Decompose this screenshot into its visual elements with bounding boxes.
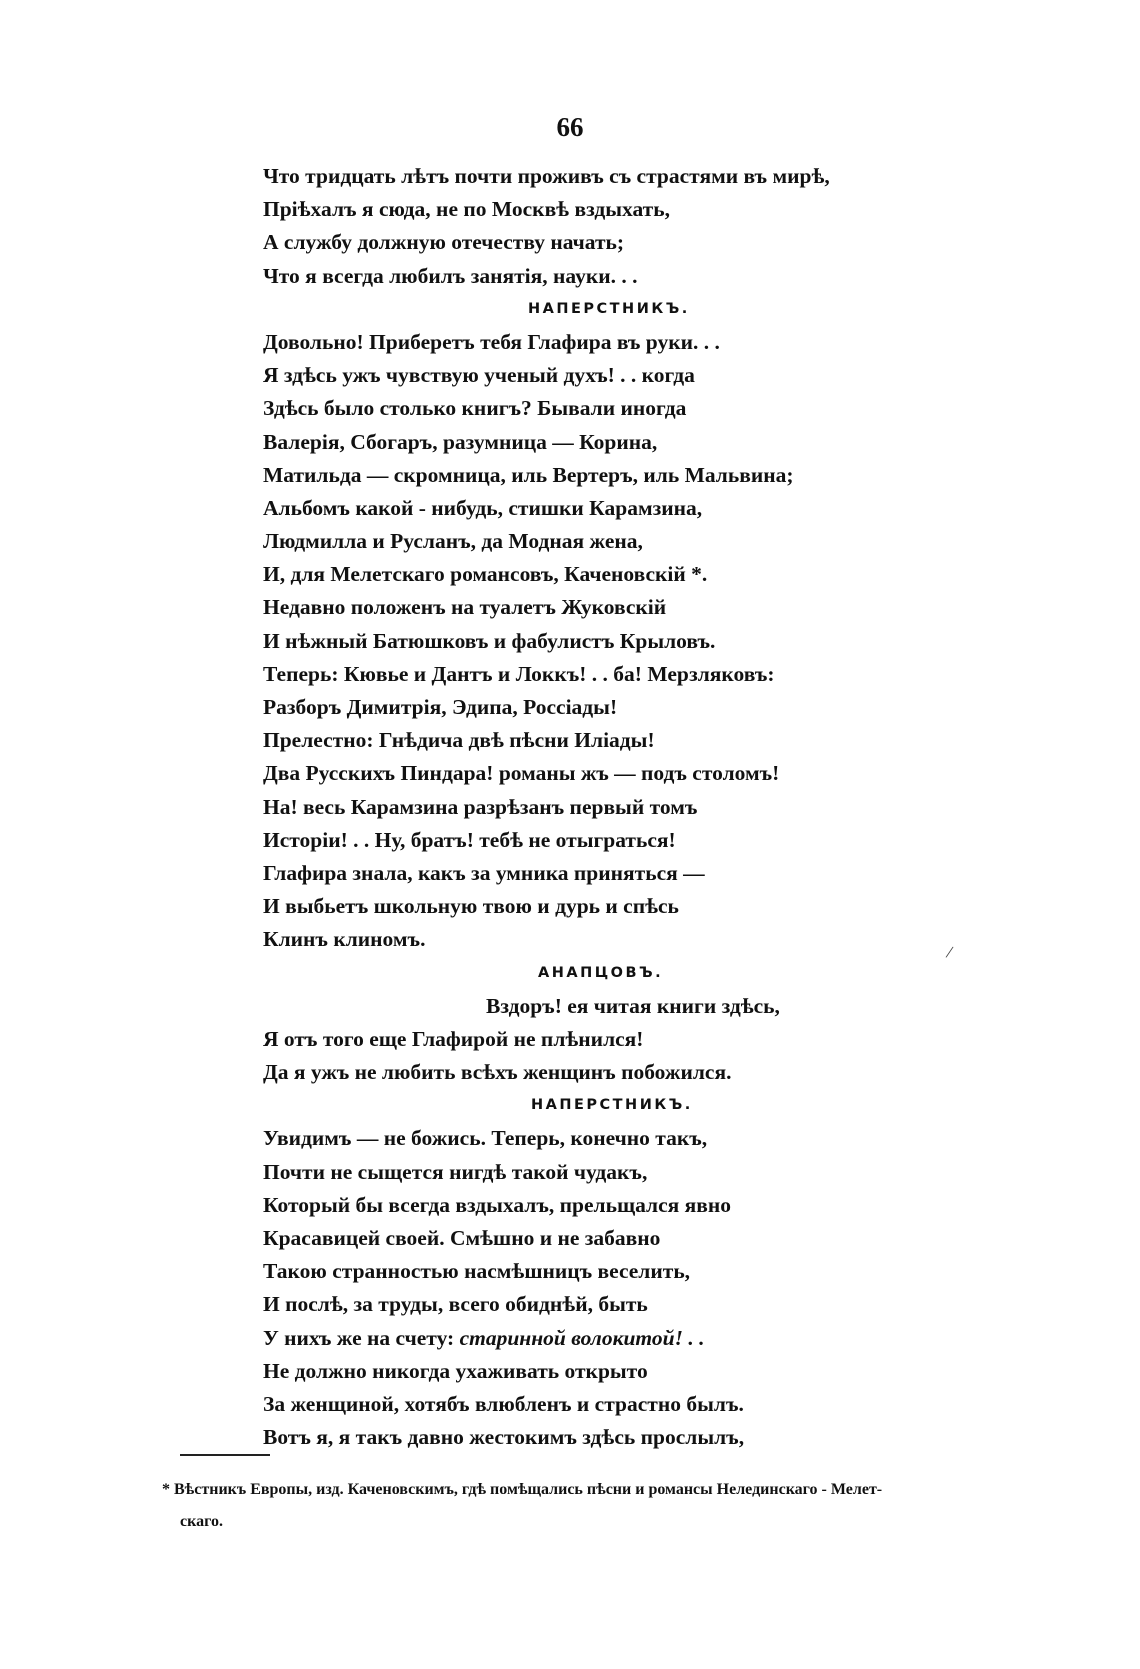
verse-line: Не должно никогда ухаживать открыто — [263, 1358, 648, 1383]
verse-line: Увидимъ — не божись. Теперь, конечно такъ, — [263, 1126, 708, 1151]
verse-line: Два Русскихъ Пиндара! романы жъ — подъ столомъ! — [263, 761, 780, 786]
page-number: 66 — [556, 112, 584, 142]
verse-line: Вздоръ! ея читая книги здѣсь, — [486, 993, 780, 1018]
speaker-name: НАПЕРСТНИКЪ. — [528, 300, 690, 317]
verse-line: Глафира знала, какъ за умника приняться — — [263, 860, 705, 885]
verse-line: Который бы всегда вздыхалъ, прельщался явно — [263, 1192, 732, 1217]
verse-line: Да я ужъ не любить всѣхъ женщинъ побожился. — [263, 1060, 732, 1085]
verse-line: Пріѣхалъ я сюда, не по Москвѣ вздыхать, — [263, 197, 670, 222]
verse-line: Разборъ Димитрія, Эдипа, Россіады! — [263, 695, 618, 719]
verse-line: И выбьетъ школьную твою и дурь и спѣсь — [263, 894, 679, 919]
verse-block-2 — [263, 326, 883, 957]
verse-line: Почти не сыщется нигдѣ такой чудакъ, — [263, 1159, 648, 1184]
verse-line: Довольно! Приберетъ тебя Глафира въ руки. . . — [263, 329, 720, 354]
verse-line: Исторіи! . . Ну, братъ! тебѣ не отыграться! — [263, 827, 676, 852]
footnote-line: скаго. — [180, 1513, 223, 1530]
speaker-name: АНАПЦОВЪ. — [538, 964, 664, 981]
verse-line: Что тридцать лѣтъ почти проживъ съ страстями въ мирѣ, — [263, 164, 830, 188]
verse-line: Валерія, Сбогаръ, разумница — Корина, — [263, 429, 658, 454]
verse-block-1 — [263, 160, 883, 293]
verse-block-4 — [263, 1122, 883, 1454]
verse-line: Что я всегда любилъ занятія, науки. . . — [263, 263, 638, 288]
verse-line: Такою странностью насмѣшницъ веселить, — [263, 1259, 691, 1284]
verse-line: И нѣжный Батюшковъ и фабулистъ Крыловъ. — [263, 628, 716, 653]
speaker-name: НАПЕРСТНИКЪ. — [531, 1097, 693, 1114]
verse-line: Я отъ того еще Глафирой не плѣнился! — [263, 1026, 644, 1051]
verse-line: Клинъ клиномъ. — [263, 927, 426, 952]
verse-line: Людмилла и Русланъ, да Модная жена, — [263, 529, 643, 554]
footnote-line: * Вѣстникъ Европы, изд. Каченовскимъ, гдѣ помѣщались пѣсни и романсы Нелединскаго - Мелет- — [162, 1481, 883, 1498]
verse-line: Недавно положенъ на туалетъ Жуковскій — [263, 595, 667, 620]
verse-line: Теперь: Кювье и Дантъ и Локкъ! . . ба! Мерзляковъ: — [263, 661, 775, 686]
verse-line: Прелестно: Гнѣдича двѣ пѣсни Иліады! — [263, 728, 655, 753]
verse-text: У нихъ же на счету: — [263, 1325, 460, 1350]
verse-line: И послѣ, за труды, всего обиднѣй, быть — [263, 1292, 648, 1317]
verse-line — [263, 1322, 883, 1355]
verse-line: За женщиной, хотябъ влюбленъ и страстно былъ. — [263, 1391, 744, 1416]
verse-line: Красавицей своей. Смѣшно и не забавно — [263, 1226, 661, 1250]
verse-line: Матильда — скромница, иль Вертеръ, иль Мальвина; — [263, 462, 794, 487]
verse-line: Здѣсь было столько книгъ? Бывали иногда — [263, 396, 687, 421]
stray-pencil-mark: / — [944, 941, 955, 963]
italic-emphasis: старинной волокитой! . . — [459, 1325, 705, 1350]
poem-text — [263, 160, 883, 1454]
verse-line: На! весь Карамзина разрѣзанъ первый томъ — [263, 794, 698, 819]
verse-line: А службу должную отечеству начать; — [263, 230, 625, 255]
verse-block-3 — [263, 990, 883, 1090]
verse-line: И, для Мелетскаго романсовъ, Каченовскій *. — [263, 562, 708, 587]
footnote — [162, 1474, 1092, 1538]
verse-line: Альбомъ какой - нибудь, стишки Карамзина, — [263, 495, 703, 520]
verse-line: Вотъ я, я такъ давно жестокимъ здѣсь прослылъ, — [263, 1425, 745, 1450]
verse-line: Я здѣсь ужъ чувствую ученый духъ! . . когда — [263, 363, 695, 388]
footnote-divider — [180, 1454, 270, 1456]
